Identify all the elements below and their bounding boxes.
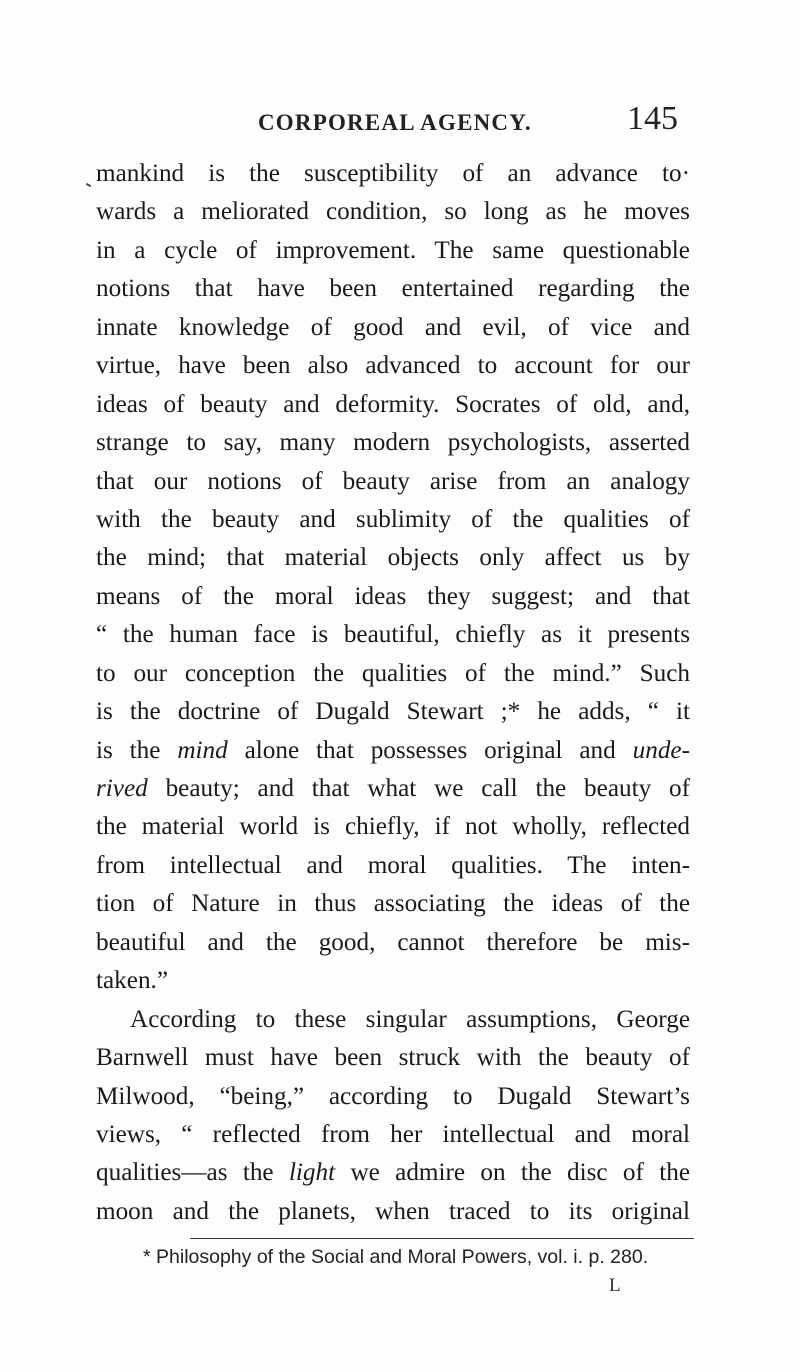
text-line: taken.”	[96, 967, 169, 995]
text-line-mixed	[96, 1154, 690, 1192]
text-line: strange to say, many modern psychologists, asserted	[96, 429, 690, 457]
footnote-rule	[190, 1238, 694, 1239]
text-line: Barnwell must have been struck with the beauty of	[96, 1044, 690, 1072]
text-line: moon and the planets, when traced to its original	[96, 1197, 690, 1225]
text-line: is the doctrine of Dugald Stewart ;* he adds, “ it	[96, 698, 690, 726]
text-line: According to these singular assumptions, George	[130, 1005, 690, 1033]
text-line: with the beauty and sublimity of the qualities of	[96, 505, 690, 533]
text-line: Milwood, “being,” according to Dugald Stewart’s	[96, 1082, 690, 1110]
text-line-mixed	[96, 732, 690, 770]
text-run: qualities—as the	[96, 1159, 289, 1187]
text-line: that our notions of beauty arise from an analogy	[96, 467, 690, 495]
text-run: is the	[96, 736, 178, 764]
text-line: notions that have been entertained regarding the	[96, 275, 690, 303]
text-line: wards a meliorated condition, so long as he moves	[96, 198, 690, 226]
text-line-mixed	[96, 770, 690, 808]
signature-mark: L	[609, 1275, 621, 1296]
text-line: innate knowledge of good and evil, of vice and	[96, 313, 690, 341]
page-number: 145	[627, 100, 678, 137]
text-line: views, “ reflected from her intellectual and moral	[96, 1120, 690, 1148]
text-line: tion of Nature in thus associating the ideas of the	[96, 890, 690, 918]
body-text	[96, 155, 690, 1231]
running-title: CORPOREAL AGENCY.	[258, 110, 532, 135]
italic-run: unde-	[632, 736, 690, 764]
text-run: we admire on the disc of the	[335, 1159, 690, 1187]
italic-run: mind	[177, 736, 228, 764]
text-line: the mind; that material objects only affect us by	[96, 544, 690, 572]
text-line: virtue, have been also advanced to account for our	[96, 352, 690, 380]
italic-run: light	[288, 1159, 336, 1187]
text-line: the material world is chiefly, if not wholly, reflected	[96, 813, 690, 841]
running-head	[0, 100, 800, 146]
text-run: alone that possesses original and	[227, 736, 633, 764]
text-line: mankind is the susceptibility of an advance to·	[96, 160, 690, 187]
text-run: beauty; and that what we call the beauty of	[147, 775, 690, 802]
text-line: to our conception the qualities of the mind.” Such	[96, 659, 690, 687]
margin-mark	[86, 183, 91, 187]
text-line: beautiful and the good, cannot therefore be mis-	[96, 928, 690, 956]
text-line: means of the moral ideas they suggest; and that	[96, 582, 690, 610]
text-line: ideas of beauty and deformity. Socrates of old, and,	[96, 390, 690, 418]
text-line: from intellectual and moral qualities. The inten-	[96, 851, 690, 879]
text-line: in a cycle of improvement. The same questionable	[96, 236, 690, 264]
italic-run: rived	[96, 775, 148, 802]
footnote: * Philosophy of the Social and Moral Powers, vol. i. p. 280.	[143, 1246, 649, 1268]
text-line: “ the human face is beautiful, chiefly as it presents	[96, 621, 690, 649]
